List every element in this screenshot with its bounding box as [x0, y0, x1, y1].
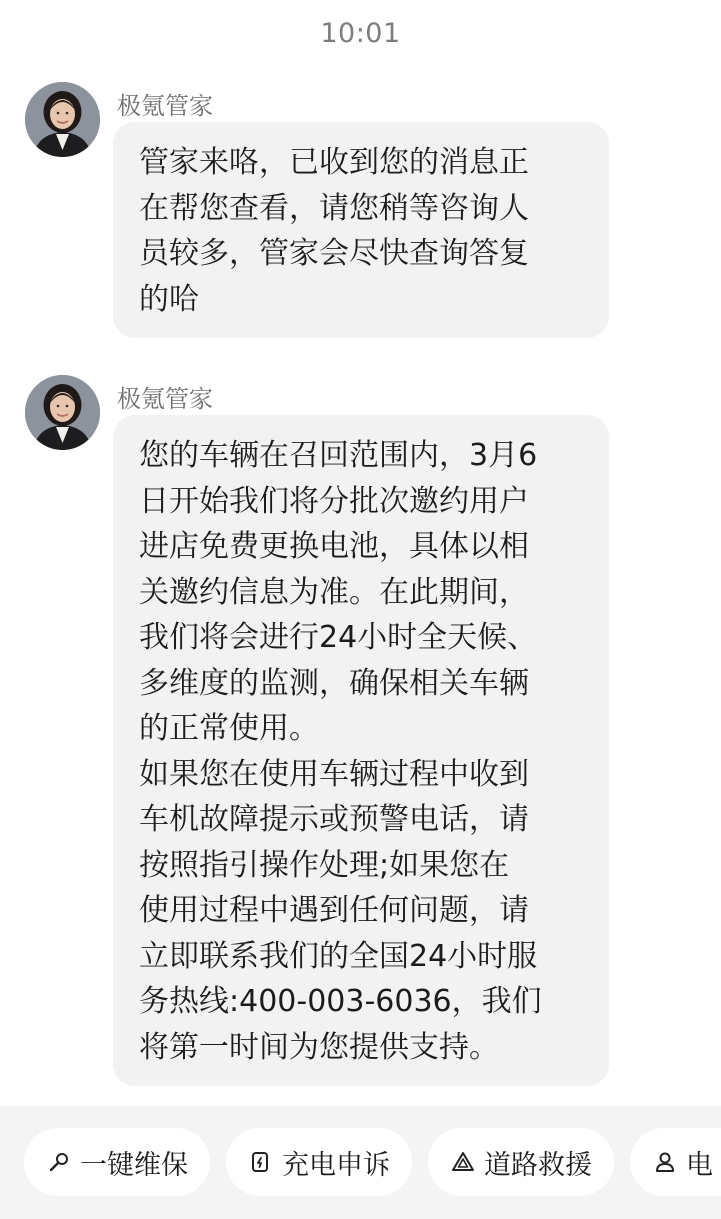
- avatar-portrait-icon: [25, 82, 100, 157]
- wrench-icon: [46, 1149, 72, 1175]
- quick-action-road-rescue-button[interactable]: [428, 1128, 614, 1196]
- message-timestamp: 10:01: [320, 18, 401, 49]
- message-text: 您的车辆在召回范围内，3月6 日开始我们将分批次邀约用户 进店免费更换电池，具体以相 关邀约信息为准。在此期间， 我们将会进行24小时全天候、 多维度的监测，确保相关车辆 的正常使用。 如果您在使用车辆过程中收到 车机故障提示或预警电话，请 按照指引操作处理;如果您在 使用过程中遇到任何问题，请 立即联系我们的全国24小时服 务热线:400-003-6036，我们 将第一时间为您提供支持。: [139, 438, 542, 1065]
- chip-label: 电: [686, 1149, 713, 1181]
- chip-label: 一键维保: [80, 1149, 188, 1181]
- quick-action-bar: [0, 1106, 721, 1219]
- charge-document-icon: [248, 1149, 274, 1175]
- agent-avatar[interactable]: [25, 375, 100, 450]
- person-icon: [652, 1149, 678, 1175]
- warning-triangle-icon: [450, 1149, 476, 1175]
- quick-action-maintenance-button[interactable]: [24, 1128, 210, 1196]
- chat-message: [25, 375, 625, 1105]
- message-bubble[interactable]: [113, 122, 609, 338]
- message-bubble[interactable]: [113, 415, 609, 1086]
- sender-name: 极氪管家: [117, 385, 213, 413]
- chip-label: 道路救援: [484, 1149, 592, 1181]
- avatar-portrait-icon: [25, 375, 100, 450]
- chip-label: 充电申诉: [282, 1149, 390, 1181]
- quick-action-partial-button[interactable]: [630, 1128, 721, 1196]
- quick-action-charging-complaint-button[interactable]: [226, 1128, 412, 1196]
- agent-avatar[interactable]: [25, 82, 100, 157]
- sender-name: 极氪管家: [117, 92, 213, 120]
- message-text: 管家来咯，已收到您的消息正 在帮您查看，请您稍等咨询人 员较多，管家会尽快查询答复 的哈: [139, 145, 529, 317]
- chat-message: [25, 82, 625, 342]
